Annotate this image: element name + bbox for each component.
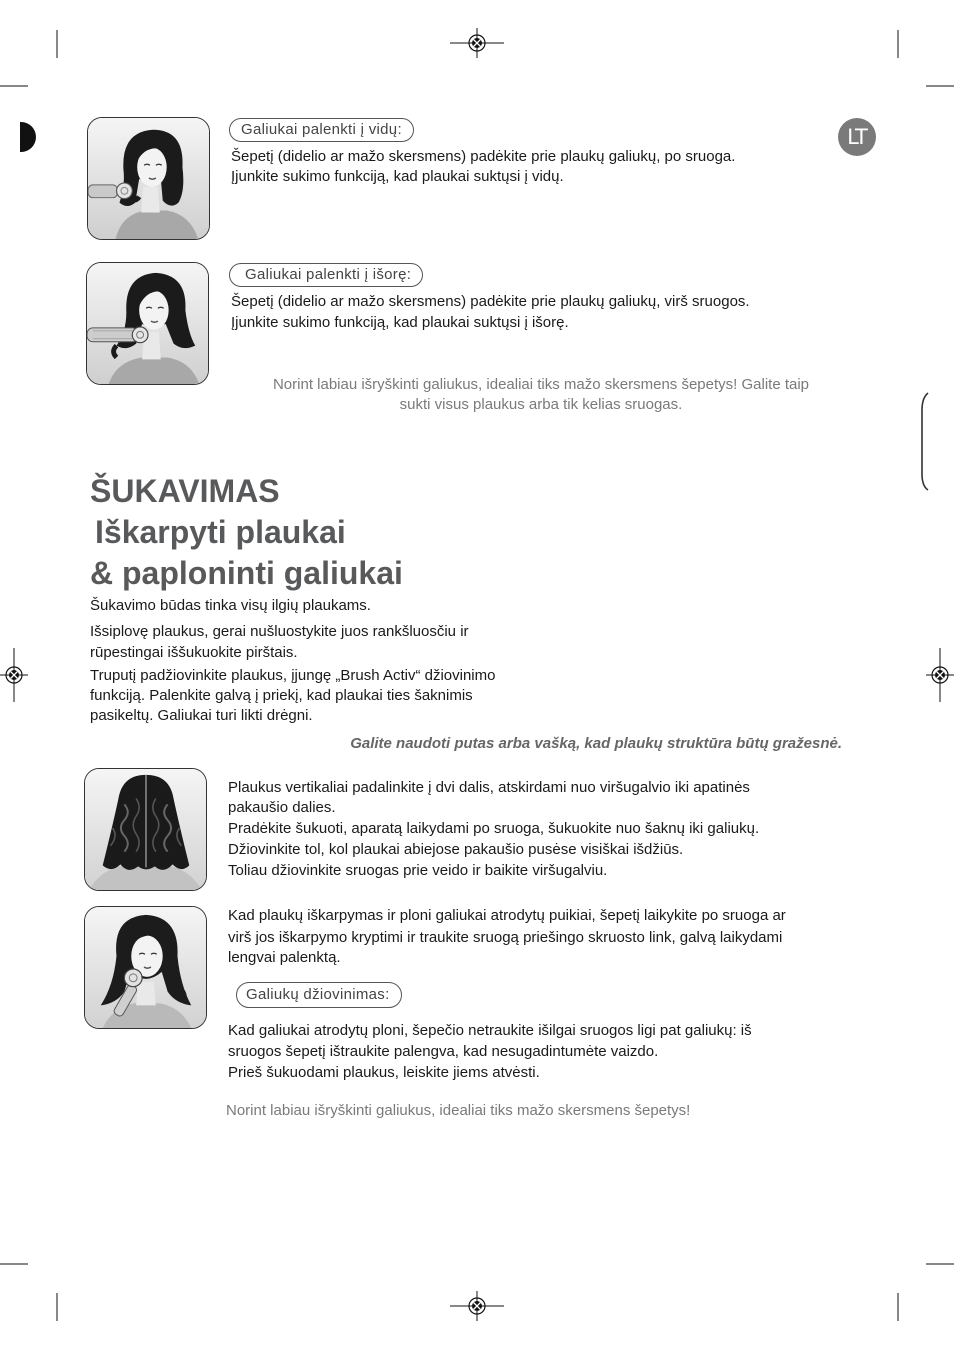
label-ends-inward: Galiukai palenkti į vidų:	[229, 118, 414, 142]
step2-line-1: Kad plaukų iškarpymas ir ploni galiukai atrodytų puikiai, šepetį laikykite po sruoga ar	[228, 907, 786, 924]
woman-brushing-ends-icon	[85, 907, 206, 1028]
illustration-cut-ends	[84, 906, 207, 1029]
section-heading-line-1: ŠUKAVIMAS	[90, 473, 280, 509]
step1-line-5: Toliau džiovinkite sruogas prie veido ir baikite viršugalviu.	[228, 862, 608, 879]
illustration-ends-inward	[87, 117, 210, 240]
label-ends-outward: Galiukai palenkti į išorę:	[229, 263, 423, 287]
step1-line-1: Plaukus vertikaliai padalinkite į dvi dalis, atskirdami nuo viršugalvio iki apatinės	[228, 779, 750, 796]
drying-line-1: Kad galiukai atrodytų ploni, šepečio netraukite išilgai sruogos ligi pat galiukų: iš	[228, 1022, 752, 1039]
step1-line-4: Džiovinkite tol, kol plaukai abiejose pakaušio pusėse visiškai išdžiūs.	[228, 841, 684, 858]
page-tab-marker	[20, 122, 36, 152]
page-edge-bracket	[922, 393, 928, 490]
woman-brushing-inward-icon	[88, 118, 209, 239]
woman-brushing-outward-icon	[87, 263, 208, 384]
step2-line-2: virš jos iškarpymo kryptimi ir traukite sruogą priešingo skruosto link, galvą laikydami	[228, 929, 783, 946]
tip-note-line-1: Norint labiau išryškinti galiukus, idealiai tiks mažo skersmens šepetys! Galite taip	[272, 376, 810, 393]
step2-line-3: lengvai palenktą.	[228, 949, 341, 966]
paragraph2-line-2: funkciją. Palenkite galvą į priekį, kad plaukai ties šaknimis	[90, 687, 473, 704]
ends-outward-line-2: Įjunkite sukimo funkciją, kad plaukai suktųsi į išorę.	[231, 314, 569, 331]
paragraph2-line-1: Truputį padžiovinkite plaukus, įjungę „Brush Activ“ džiovinimo	[90, 667, 496, 684]
tip-note-line-2: sukti visus plaukus arba tik kelias sruogas.	[399, 396, 683, 413]
registration-mark-bottom-icon	[450, 1291, 504, 1321]
label-drying-ends: Galiukų džiovinimas:	[236, 982, 402, 1008]
registration-mark-right-icon	[926, 648, 954, 702]
illustration-ends-outward	[86, 262, 209, 385]
brushing-intro: Šukavimo būdas tinka visų ilgių plaukams.	[90, 597, 371, 614]
hair-parting-back-view-icon	[85, 769, 206, 890]
step1-line-3: Pradėkite šukuoti, aparatą laikydami po sruoga, šukuokite nuo šaknų iki galiukų.	[228, 820, 760, 837]
section-heading-line-3: & paploninti galiukai	[90, 555, 403, 591]
section-heading-line-2: Iškarpyti plaukai	[95, 514, 346, 550]
ends-outward-line-1: Šepetį (didelio ar mažo skersmens) padėkite prie plaukų galiukų, virš sruogos.	[231, 293, 750, 310]
bottom-tip-note: Norint labiau išryškinti galiukus, idealiai tiks mažo skersmens šepetys!	[226, 1102, 691, 1119]
registration-mark-top-icon	[450, 28, 504, 58]
step1-line-2: pakaušio dalies.	[228, 799, 336, 816]
styling-product-tip: Galite naudoti putas arba vašką, kad plaukų struktūra būtų gražesnė.	[350, 735, 842, 752]
drying-line-3: Prieš šukuodami plaukus, leiskite jiems atvėsti.	[228, 1064, 540, 1081]
registration-mark-left-icon	[0, 648, 28, 702]
paragraph1-line-1: Išsiplovę plaukus, gerai nušluostykite juos rankšluosčiu ir	[90, 623, 469, 640]
ends-inward-line-2: Įjunkite sukimo funkciją, kad plaukai suktųsi į vidų.	[231, 168, 564, 185]
illustration-hair-parting	[84, 768, 207, 891]
drying-line-2: sruogos šepetį ištraukite palengva, kad nesugadintumėte vaizdo.	[228, 1043, 659, 1060]
ends-inward-line-1: Šepetį (didelio ar mažo skersmens) padėkite prie plaukų galiukų, po sruoga.	[231, 148, 736, 165]
paragraph2-line-3: pasikeltų. Galiukai turi likti drėgni.	[90, 707, 313, 724]
language-badge-icon: LT	[838, 118, 876, 156]
paragraph1-line-2: rūpestingai iššukuokite pirštais.	[90, 644, 298, 661]
